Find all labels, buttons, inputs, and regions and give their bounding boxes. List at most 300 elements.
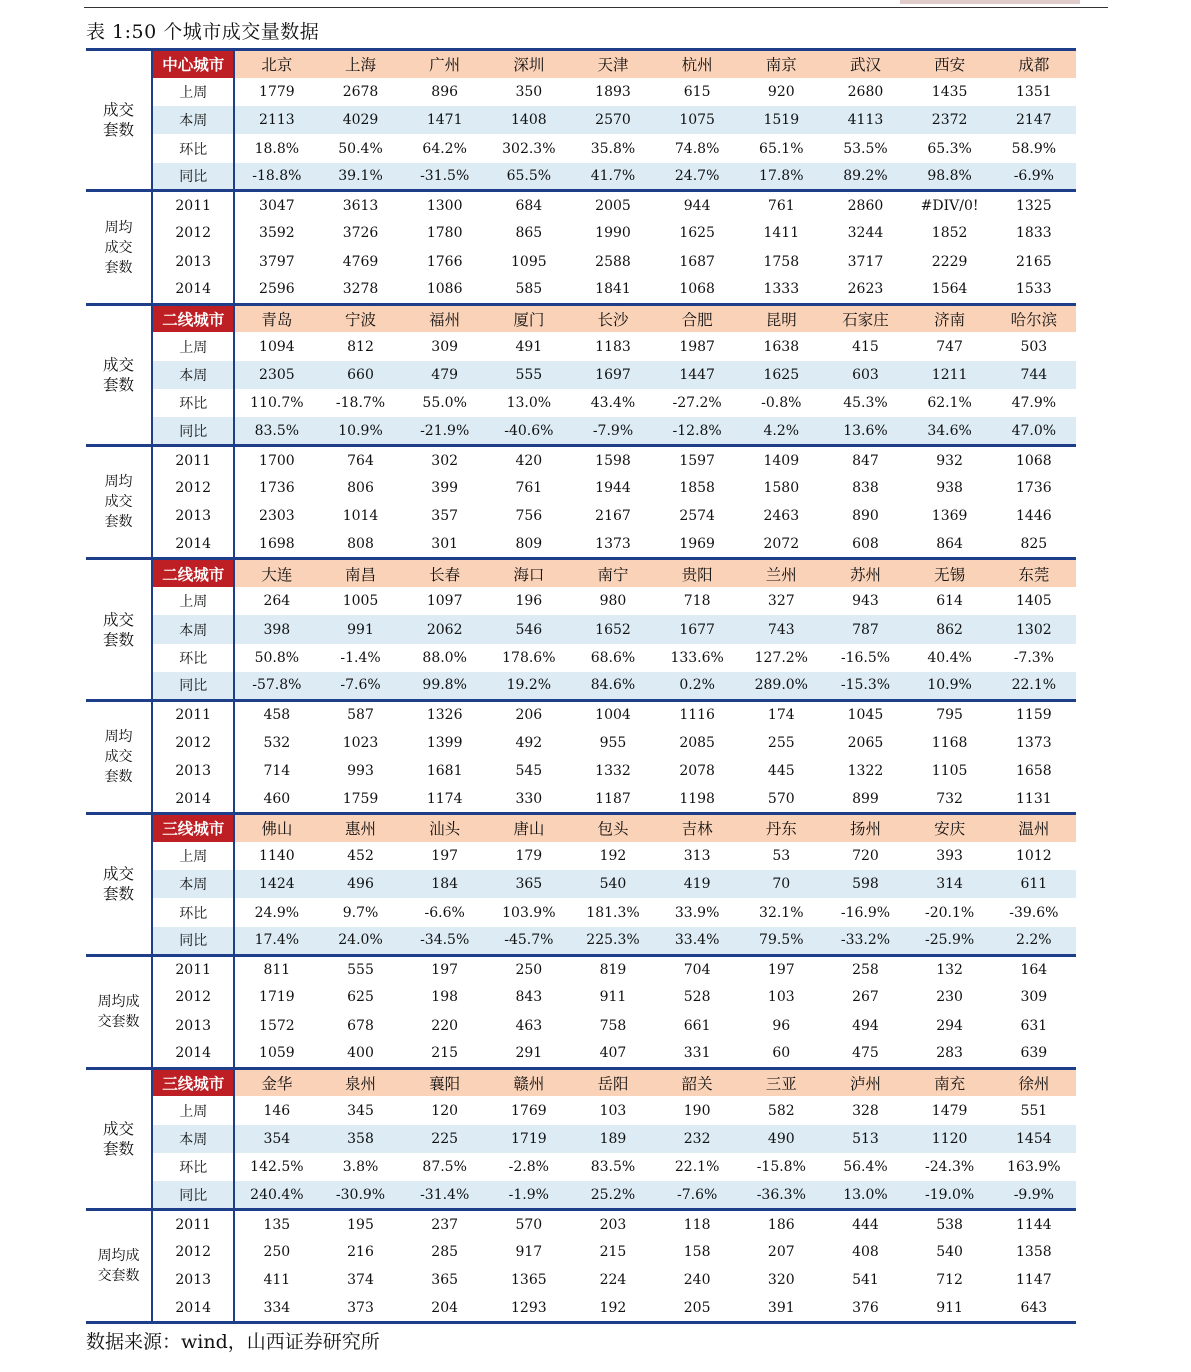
- value-cell: 2078: [679, 763, 715, 780]
- value-cell: 490: [739, 1125, 823, 1153]
- value-cell: 40.4%: [927, 649, 972, 666]
- city-name-cell: 合肥: [655, 304, 739, 332]
- city-name-cell: 泉州: [318, 1068, 402, 1096]
- value-cell: 808: [347, 535, 374, 552]
- value-cell: 1332: [595, 763, 631, 780]
- value-cell: 1858: [679, 480, 715, 497]
- value-cell: 207: [767, 1244, 795, 1261]
- value-cell: 528: [683, 989, 711, 1006]
- city-name-cell: 汕头: [403, 814, 487, 842]
- value-cell: -30.9%: [318, 1181, 402, 1209]
- value-cell: 192: [599, 1299, 627, 1316]
- value-cell: 419: [655, 870, 739, 898]
- group-label-deal-count: 成交 套数: [86, 1068, 152, 1209]
- city-name-cell: 三亚: [739, 1068, 823, 1096]
- value-cell: 1405: [1016, 593, 1052, 610]
- value-cell: 532: [263, 734, 291, 751]
- city-name-cell: 包头: [571, 814, 655, 842]
- value-cell: 1779: [259, 83, 295, 100]
- table-row-mom: [86, 134, 1076, 162]
- value-cell: 787: [823, 615, 907, 643]
- value-cell: 83.5%: [234, 417, 318, 445]
- year-label: 2012: [152, 729, 234, 757]
- value-cell: 195: [347, 1216, 374, 1233]
- table-row-last-week: [86, 587, 1076, 615]
- data-source-note: 数据来源：wind，山西证券研究所: [86, 1331, 380, 1353]
- value-cell: 1097: [426, 593, 463, 610]
- value-cell: 744: [992, 361, 1076, 389]
- value-cell: 1697: [571, 361, 655, 389]
- value-cell: 540: [571, 870, 655, 898]
- value-cell: 718: [683, 593, 711, 610]
- value-cell: 825: [1020, 535, 1048, 552]
- value-cell: 1677: [655, 615, 739, 643]
- year-label: 2012: [152, 474, 234, 502]
- value-cell: 190: [683, 1102, 711, 1119]
- value-cell: 415: [852, 338, 879, 355]
- value-cell: -6.9%: [992, 163, 1076, 191]
- value-cell: -45.7%: [487, 927, 571, 955]
- value-cell: -39.6%: [1009, 904, 1059, 921]
- city-name-cell: 襄阳: [403, 1068, 487, 1096]
- value-cell: 4113: [823, 106, 907, 134]
- table-row-yoy: [86, 927, 1076, 955]
- row-label: 本周: [152, 615, 234, 643]
- value-cell: 1833: [1016, 225, 1052, 242]
- value-cell: 847: [852, 452, 879, 469]
- value-cell: 314: [908, 870, 992, 898]
- value-cell: 1174: [426, 790, 463, 807]
- value-cell: 911: [936, 1299, 963, 1316]
- value-cell: 96: [772, 1017, 791, 1034]
- group-label-weekly-average: 周均 成交 套数: [86, 446, 152, 559]
- value-cell: 546: [487, 615, 571, 643]
- city-name-cell: 西安: [908, 50, 992, 78]
- value-cell: 163.9%: [1007, 1159, 1061, 1176]
- row-label: 同比: [152, 417, 234, 445]
- value-cell: 197: [767, 961, 795, 978]
- row-label: 上周: [152, 1096, 234, 1124]
- city-name-cell: 长沙: [571, 304, 655, 332]
- value-cell: -16.5%: [840, 649, 891, 666]
- value-cell: 285: [431, 1244, 459, 1261]
- value-cell: -7.9%: [571, 417, 655, 445]
- value-cell: -57.8%: [234, 672, 318, 700]
- value-cell: 373: [347, 1299, 374, 1316]
- value-cell: 1086: [426, 281, 463, 298]
- value-cell: 365: [431, 1272, 459, 1289]
- value-cell: 1759: [342, 790, 379, 807]
- value-cell: 758: [599, 1017, 627, 1034]
- city-name-cell: 厦门: [487, 304, 571, 332]
- year-label: 2014: [152, 785, 234, 813]
- city-name-cell: 惠州: [318, 814, 402, 842]
- value-cell: 2229: [931, 253, 968, 270]
- deal-count-section: [86, 1068, 1076, 1209]
- value-cell: 460: [263, 790, 291, 807]
- value-cell: 135: [263, 1216, 291, 1233]
- value-cell: 896: [431, 83, 459, 100]
- value-cell: 1652: [571, 615, 655, 643]
- value-cell: 2372: [908, 106, 992, 134]
- city-name-cell: 丹东: [739, 814, 823, 842]
- city-transactions-table: [86, 48, 1076, 1324]
- value-cell: 890: [852, 508, 879, 525]
- city-name-cell: 泸州: [823, 1068, 907, 1096]
- value-cell: 53: [772, 847, 791, 864]
- value-cell: 398: [234, 615, 318, 643]
- value-cell: 494: [852, 1017, 879, 1034]
- value-cell: 24.7%: [655, 163, 739, 191]
- value-cell: 743: [739, 615, 823, 643]
- value-cell: 18.8%: [254, 140, 300, 157]
- city-name-cell: 佛山: [234, 814, 318, 842]
- value-cell: 240.4%: [234, 1181, 318, 1209]
- table-row-year: [86, 757, 1076, 785]
- table-row-year: [86, 1012, 1076, 1040]
- city-name-cell: 福州: [403, 304, 487, 332]
- value-cell: 178.6%: [502, 649, 556, 666]
- value-cell: 1658: [1016, 763, 1052, 780]
- value-cell: -21.9%: [403, 417, 487, 445]
- value-cell: 3244: [847, 225, 884, 242]
- value-cell: 189: [571, 1125, 655, 1153]
- value-cell: 87.5%: [422, 1159, 467, 1176]
- value-cell: -7.6%: [655, 1181, 739, 1209]
- value-cell: 4.2%: [739, 417, 823, 445]
- table-row-year: [86, 729, 1076, 757]
- value-cell: 84.6%: [571, 672, 655, 700]
- value-cell: 614: [936, 593, 963, 610]
- value-cell: 938: [936, 480, 963, 497]
- value-cell: 132: [936, 961, 963, 978]
- value-cell: -7.6%: [318, 672, 402, 700]
- value-cell: 513: [823, 1125, 907, 1153]
- value-cell: 3592: [259, 225, 295, 242]
- value-cell: 198: [431, 989, 459, 1006]
- value-cell: 598: [823, 870, 907, 898]
- value-cell: 444: [852, 1216, 879, 1233]
- value-cell: 2062: [403, 615, 487, 643]
- value-cell: 1944: [595, 480, 631, 497]
- city-name-cell: 安庆: [908, 814, 992, 842]
- value-cell: #DIV/0!: [920, 197, 979, 214]
- value-cell: 1598: [595, 452, 631, 469]
- value-cell: 764: [347, 452, 374, 469]
- row-label: 本周: [152, 870, 234, 898]
- value-cell: 1736: [259, 480, 295, 497]
- value-cell: 3726: [342, 225, 379, 242]
- value-cell: 309: [1020, 989, 1048, 1006]
- value-cell: 103: [767, 989, 795, 1006]
- value-cell: 911: [599, 989, 627, 1006]
- value-cell: 932: [936, 452, 963, 469]
- value-cell: 1322: [847, 763, 884, 780]
- value-cell: 608: [852, 535, 879, 552]
- value-cell: 264: [263, 593, 291, 610]
- table-row-yoy: [86, 1181, 1076, 1209]
- deal-count-section: [86, 304, 1076, 445]
- value-cell: -6.6%: [424, 904, 465, 921]
- value-cell: 570: [515, 1216, 543, 1233]
- value-cell: 103: [599, 1102, 627, 1119]
- value-cell: 327: [767, 593, 795, 610]
- value-cell: 812: [347, 338, 374, 355]
- value-cell: 806: [347, 480, 374, 497]
- value-cell: 391: [767, 1299, 795, 1316]
- value-cell: 1358: [1016, 1244, 1052, 1261]
- city-name-cell: 南充: [908, 1068, 992, 1096]
- value-cell: 216: [347, 1244, 374, 1261]
- city-name-cell: 贵阳: [655, 559, 739, 587]
- value-cell: 83.5%: [590, 1159, 636, 1176]
- city-name-cell: 济南: [908, 304, 992, 332]
- value-cell: 631: [1020, 1017, 1048, 1034]
- value-cell: 1625: [679, 225, 715, 242]
- value-cell: 174: [767, 707, 795, 724]
- value-cell: 411: [263, 1272, 291, 1289]
- table-row-yoy: [86, 163, 1076, 191]
- value-cell: 452: [347, 847, 374, 864]
- value-cell: 862: [908, 615, 992, 643]
- city-name-cell: 石家庄: [823, 304, 907, 332]
- value-cell: 2147: [992, 106, 1076, 134]
- table-caption: 表 1:50 个城市成交量数据: [86, 21, 320, 43]
- value-cell: -33.2%: [823, 927, 907, 955]
- value-cell: 1446: [1016, 508, 1052, 525]
- value-cell: 1105: [931, 763, 968, 780]
- value-cell: 291: [515, 1045, 543, 1062]
- table-row-year: [86, 531, 1076, 559]
- value-cell: 1351: [1016, 83, 1052, 100]
- value-cell: -15.3%: [823, 672, 907, 700]
- value-cell: 732: [936, 790, 963, 807]
- city-header-row: [86, 1068, 1076, 1096]
- value-cell: -7.3%: [1013, 649, 1054, 666]
- value-cell: 1023: [342, 734, 379, 751]
- value-cell: 1766: [426, 253, 463, 270]
- value-cell: 192: [599, 847, 627, 864]
- value-cell: 110.7%: [250, 395, 304, 412]
- value-cell: 58.9%: [1011, 140, 1057, 157]
- value-cell: 1687: [679, 253, 715, 270]
- row-label: 环比: [152, 898, 234, 926]
- value-cell: 1471: [403, 106, 487, 134]
- weekly-average-section: [86, 446, 1076, 559]
- value-cell: 1769: [511, 1102, 547, 1119]
- value-cell: 639: [1020, 1045, 1048, 1062]
- value-cell: 1373: [595, 535, 631, 552]
- table-row-year: [86, 191, 1076, 219]
- city-name-cell: 吉林: [655, 814, 739, 842]
- value-cell: 2463: [763, 508, 800, 525]
- value-cell: 1300: [426, 197, 463, 214]
- value-cell: 1893: [595, 83, 631, 100]
- value-cell: 33.4%: [655, 927, 739, 955]
- year-label: 2011: [152, 191, 234, 219]
- value-cell: 354: [234, 1125, 318, 1153]
- value-cell: 1564: [931, 281, 968, 298]
- value-cell: 250: [515, 961, 543, 978]
- year-label: 2012: [152, 1238, 234, 1266]
- table-row-year: [86, 219, 1076, 247]
- value-cell: 795: [936, 707, 963, 724]
- city-header-row: [86, 814, 1076, 842]
- value-cell: 2165: [1016, 253, 1052, 270]
- value-cell: 1698: [259, 535, 295, 552]
- value-cell: 1168: [931, 734, 968, 751]
- value-cell: 204: [431, 1299, 459, 1316]
- value-cell: 704: [683, 961, 711, 978]
- table-row-this-week: [86, 615, 1076, 643]
- row-label: 同比: [152, 672, 234, 700]
- value-cell: 1094: [259, 338, 295, 355]
- value-cell: 65.5%: [487, 163, 571, 191]
- value-cell: 1326: [426, 707, 463, 724]
- value-cell: -34.5%: [403, 927, 487, 955]
- city-name-cell: 扬州: [823, 814, 907, 842]
- value-cell: 301: [431, 535, 459, 552]
- year-label: 2013: [152, 248, 234, 276]
- value-cell: 625: [347, 989, 374, 1006]
- value-cell: 334: [263, 1299, 291, 1316]
- value-cell: 393: [936, 847, 963, 864]
- value-cell: 1144: [1016, 1216, 1052, 1233]
- value-cell: -40.6%: [487, 417, 571, 445]
- value-cell: 1580: [763, 480, 800, 497]
- row-label: 同比: [152, 1181, 234, 1209]
- year-label: 2014: [152, 276, 234, 304]
- value-cell: -12.8%: [655, 417, 739, 445]
- value-cell: 1681: [426, 763, 463, 780]
- value-cell: 582: [767, 1102, 795, 1119]
- value-cell: 917: [515, 1244, 543, 1261]
- table-row-year: [86, 502, 1076, 530]
- value-cell: 1045: [847, 707, 884, 724]
- value-cell: 294: [936, 1017, 963, 1034]
- row-label: 本周: [152, 361, 234, 389]
- value-cell: 408: [852, 1244, 879, 1261]
- value-cell: 838: [852, 480, 879, 497]
- value-cell: 463: [515, 1017, 543, 1034]
- value-cell: 158: [683, 1244, 711, 1261]
- value-cell: 955: [599, 734, 627, 751]
- value-cell: 684: [515, 197, 543, 214]
- value-cell: 1700: [259, 452, 295, 469]
- value-cell: 47.9%: [1011, 395, 1057, 412]
- value-cell: 2065: [847, 734, 884, 751]
- value-cell: 4769: [342, 253, 379, 270]
- year-label: 2013: [152, 1266, 234, 1294]
- value-cell: 587: [347, 707, 374, 724]
- value-cell: 237: [431, 1216, 459, 1233]
- value-cell: 1990: [595, 225, 631, 242]
- value-cell: 2570: [571, 106, 655, 134]
- value-cell: -25.9%: [908, 927, 992, 955]
- value-cell: 197: [431, 961, 459, 978]
- value-cell: -16.9%: [840, 904, 891, 921]
- value-cell: 179: [515, 847, 543, 864]
- group-label-deal-count: 成交 套数: [86, 50, 152, 191]
- value-cell: 289.0%: [739, 672, 823, 700]
- value-cell: 258: [852, 961, 879, 978]
- table-row-year: [86, 1238, 1076, 1266]
- value-cell: 33.9%: [674, 904, 720, 921]
- value-cell: 585: [515, 281, 543, 298]
- city-name-cell: 赣州: [487, 1068, 571, 1096]
- table-row-yoy: [86, 672, 1076, 700]
- value-cell: 1120: [908, 1125, 992, 1153]
- value-cell: 1293: [511, 1299, 547, 1316]
- value-cell: 225: [403, 1125, 487, 1153]
- value-cell: 603: [823, 361, 907, 389]
- value-cell: 302: [431, 452, 459, 469]
- value-cell: 944: [683, 197, 711, 214]
- value-cell: 32.1%: [759, 904, 804, 921]
- city-name-cell: 深圳: [487, 50, 571, 78]
- value-cell: 98.8%: [908, 163, 992, 191]
- row-label: 环比: [152, 1153, 234, 1181]
- value-cell: 615: [683, 83, 711, 100]
- value-cell: 196: [515, 593, 543, 610]
- value-cell: 203: [599, 1216, 627, 1233]
- value-cell: 74.8%: [674, 140, 720, 157]
- value-cell: 2303: [259, 508, 295, 525]
- value-cell: 267: [852, 989, 879, 1006]
- weekly-average-section: [86, 955, 1076, 1068]
- row-label: 环比: [152, 134, 234, 162]
- header-accent-bar: [900, 0, 1080, 4]
- value-cell: 376: [852, 1299, 879, 1316]
- value-cell: 1572: [259, 1017, 295, 1034]
- table-row-this-week: [86, 1125, 1076, 1153]
- table-row-year: [86, 1295, 1076, 1323]
- value-cell: 3717: [847, 253, 884, 270]
- value-cell: 1719: [487, 1125, 571, 1153]
- value-cell: 181.3%: [586, 904, 640, 921]
- value-cell: 25.2%: [571, 1181, 655, 1209]
- value-cell: 350: [515, 83, 543, 100]
- value-cell: 3.8%: [342, 1159, 379, 1176]
- weekly-average-section: [86, 700, 1076, 813]
- row-label: 同比: [152, 927, 234, 955]
- city-name-cell: 金华: [234, 1068, 318, 1096]
- group-label-weekly-average: 周均 成交 套数: [86, 700, 152, 813]
- value-cell: 2305: [234, 361, 318, 389]
- value-cell: 47.0%: [992, 417, 1076, 445]
- value-cell: 1095: [511, 253, 547, 270]
- deal-count-section: [86, 814, 1076, 955]
- value-cell: 2588: [595, 253, 631, 270]
- value-cell: -36.3%: [739, 1181, 823, 1209]
- city-name-cell: 武汉: [823, 50, 907, 78]
- city-name-cell: 哈尔滨: [992, 304, 1076, 332]
- table-row-this-week: [86, 870, 1076, 898]
- value-cell: 479: [403, 361, 487, 389]
- value-cell: 809: [515, 535, 543, 552]
- value-cell: 1969: [679, 535, 715, 552]
- value-cell: 3797: [259, 253, 295, 270]
- city-tier-badge: 二线城市: [152, 559, 234, 587]
- value-cell: 1719: [259, 989, 295, 1006]
- value-cell: 714: [263, 763, 291, 780]
- value-cell: 761: [767, 197, 795, 214]
- value-cell: 13.6%: [823, 417, 907, 445]
- value-cell: 1333: [763, 281, 800, 298]
- value-cell: 118: [683, 1216, 711, 1233]
- table-row-year: [86, 446, 1076, 474]
- city-name-cell: 岳阳: [571, 1068, 655, 1096]
